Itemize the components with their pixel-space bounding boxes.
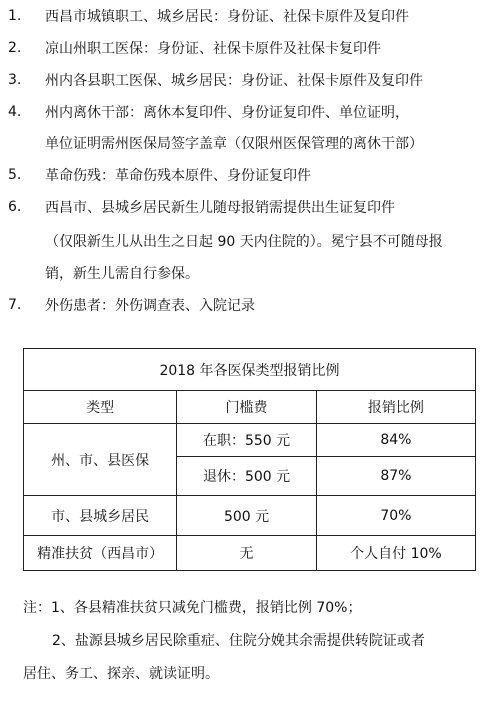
item-text: 西昌市、县城乡居民新生儿随母报销需提供出生证复印件: [45, 200, 395, 216]
cell-fee: 在职：550 元: [177, 424, 317, 457]
header-fee: 门槛费: [177, 391, 317, 424]
cell-fee: 500 元: [177, 496, 317, 536]
header-type: 类型: [24, 391, 177, 424]
cell-ratio: 个人自付 10%: [316, 536, 475, 571]
item-text: 外伤患者：外伤调查表、入院记录: [45, 298, 255, 314]
cell-type: 精准扶贫（西昌市）: [24, 536, 177, 571]
item-text: 革命伤残：革命伤残本原件、身份证复印件: [45, 168, 311, 184]
item-text: 单位证明需州医保局签字盖章（仅限州医保管理的离休干部）: [45, 136, 423, 152]
item-text: 凉山州职工医保：身份证、社保卡原件及社保卡复印件: [45, 41, 381, 57]
cell-fee: 退休：500 元: [177, 457, 317, 496]
cell-type: 市、县城乡居民: [24, 496, 177, 536]
item-number: 1.: [8, 8, 22, 24]
note-line: 居住、务工、探亲、就读证明。: [23, 666, 219, 682]
reimbursement-table: [23, 348, 476, 571]
cell-fee: 无: [177, 536, 317, 571]
item-number: 3.: [8, 72, 22, 88]
note-line: 注：1、各县精准扶贫只减免门槛费，报销比例 70%；: [23, 600, 362, 616]
item-text: （仅限新生儿从出生之日起 90 天内住院的）。冕宁县不可随母报: [45, 234, 443, 250]
item-number: 7.: [8, 297, 22, 313]
item-text: 州内离休干部：离休本复印件、身份证复印件、单位证明，: [45, 105, 409, 121]
header-ratio: 报销比例: [316, 391, 475, 424]
item-number: 6.: [8, 199, 22, 215]
table-title: 2018 年各医保类型报销比例: [24, 349, 476, 391]
cell-ratio: 84%: [316, 424, 475, 457]
item-text: 西昌市城镇职工、城乡居民：身份证、社保卡原件及复印件: [45, 9, 409, 25]
item-number: 2.: [8, 40, 22, 56]
cell-ratio: 87%: [316, 457, 475, 496]
item-text: 州内各县职工医保、城乡居民：身份证、社保卡原件及复印件: [45, 73, 423, 89]
item-text: 销，新生儿需自行参保。: [45, 266, 199, 282]
cell-type: 州、市、县医保: [24, 424, 177, 496]
note-line: 2、盐源县城乡居民除重症、住院分娩其余需提供转院证或者: [52, 633, 425, 649]
cell-ratio: 70%: [316, 496, 475, 536]
item-number: 4.: [8, 104, 22, 120]
item-number: 5.: [8, 167, 22, 183]
